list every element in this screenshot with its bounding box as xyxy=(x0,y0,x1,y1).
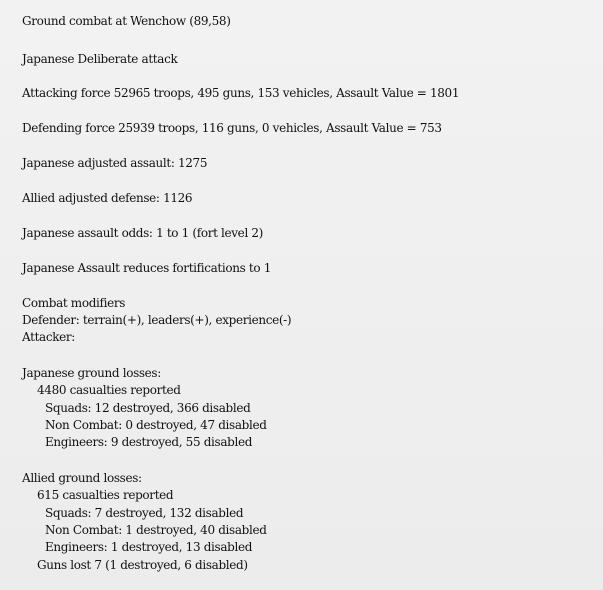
allied-engineers-losses: Engineers: 1 destroyed, 13 disabled xyxy=(45,540,253,554)
attack-type: Japanese Deliberate attack xyxy=(22,52,178,66)
japanese-casualties: 4480 casualties reported xyxy=(37,383,181,397)
attacker-modifiers: Attacker: xyxy=(22,330,75,344)
japanese-losses-heading: Japanese ground losses: xyxy=(22,366,161,380)
defender-modifiers: Defender: terrain(+), leaders(+), experience(-) xyxy=(22,313,292,327)
japanese-squads-losses: Squads: 12 destroyed, 366 disabled xyxy=(45,401,251,415)
japanese-engineers-losses: Engineers: 9 destroyed, 55 disabled xyxy=(45,435,253,449)
allied-noncombat-losses: Non Combat: 1 destroyed, 40 disabled xyxy=(45,523,267,537)
allied-losses-heading: Allied ground losses: xyxy=(22,471,142,485)
combat-modifiers-heading: Combat modifiers xyxy=(22,296,126,310)
assault-odds: Japanese assault odds: 1 to 1 (fort level 2) xyxy=(22,226,264,240)
combat-location-title: Ground combat at Wenchow (89,58) xyxy=(22,14,231,28)
japanese-noncombat-losses: Non Combat: 0 destroyed, 47 disabled xyxy=(45,418,267,432)
fortification-result: Japanese Assault reduces fortifications to 1 xyxy=(22,261,271,275)
allied-guns-lost: Guns lost 7 (1 destroyed, 6 disabled) xyxy=(37,558,248,572)
adjusted-defense: Allied adjusted defense: 1126 xyxy=(22,191,193,205)
allied-squads-losses: Squads: 7 destroyed, 132 disabled xyxy=(45,506,244,520)
allied-casualties: 615 casualties reported xyxy=(37,488,174,502)
defending-force-summary: Defending force 25939 troops, 116 guns, 0 vehicles, Assault Value = 753 xyxy=(22,121,442,135)
adjusted-assault: Japanese adjusted assault: 1275 xyxy=(22,156,208,170)
attacking-force-summary: Attacking force 52965 troops, 495 guns, 153 vehicles, Assault Value = 1801 xyxy=(22,86,460,100)
